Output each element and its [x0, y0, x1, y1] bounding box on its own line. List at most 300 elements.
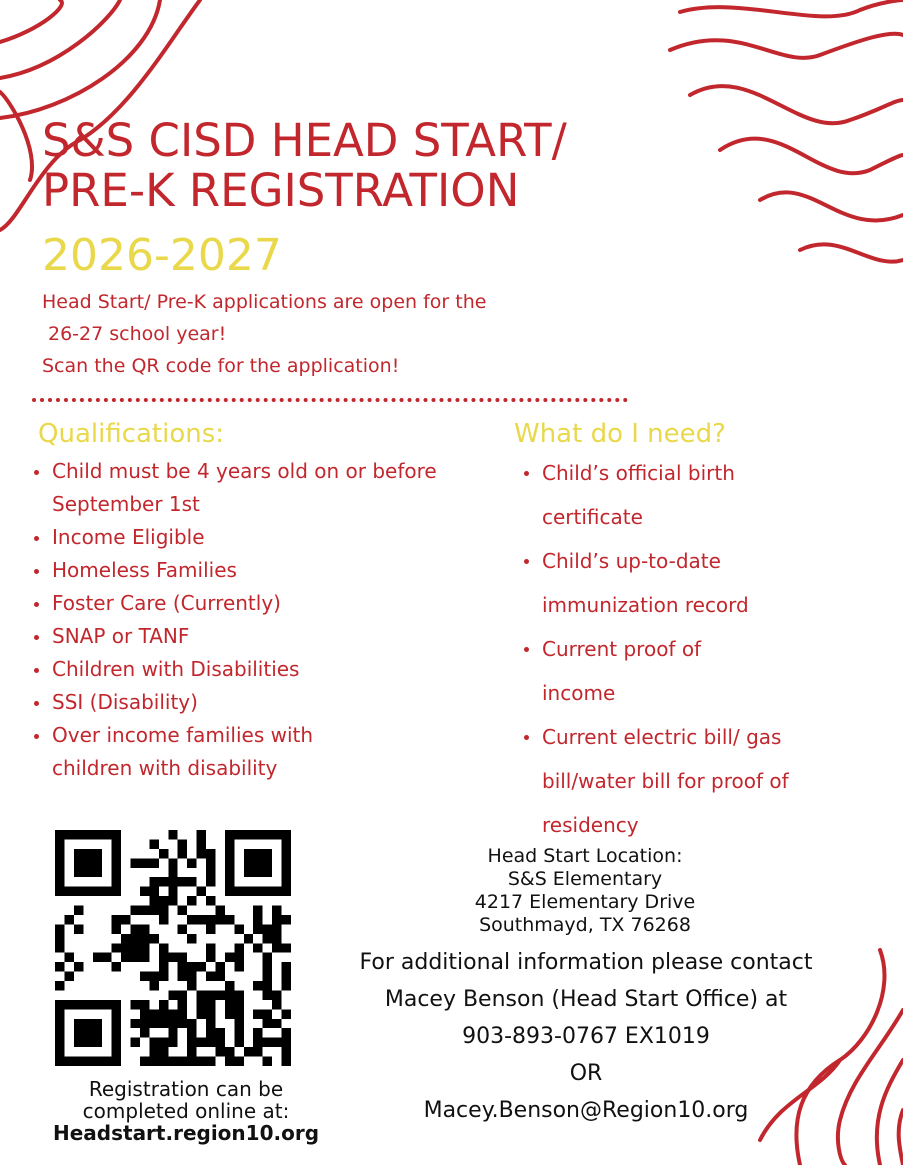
qr-module	[159, 953, 168, 962]
qr-module	[282, 915, 291, 924]
qr-module	[225, 839, 234, 848]
qr-module	[244, 849, 253, 858]
qr-module	[140, 934, 149, 943]
qr-module	[83, 1000, 92, 1009]
qr-module	[168, 896, 177, 905]
qr-module	[149, 1047, 158, 1056]
qr-module	[225, 953, 234, 962]
location-name: S&S Elementary	[507, 868, 663, 890]
qr-module	[178, 877, 187, 886]
qr-module	[64, 887, 73, 896]
location-block	[430, 845, 740, 937]
qr-module	[282, 972, 291, 981]
qr-module	[168, 1028, 177, 1037]
qr-module	[263, 972, 272, 981]
qr-module	[64, 830, 73, 839]
qr-module	[187, 877, 196, 886]
qr-module	[263, 849, 272, 858]
qr-module	[74, 868, 83, 877]
qr-module	[74, 1019, 83, 1028]
qr-module	[131, 934, 140, 943]
qr-module	[215, 962, 224, 971]
qr-module	[112, 1000, 121, 1009]
qr-module	[149, 1038, 158, 1047]
qr-module	[131, 1038, 140, 1047]
intro-line-3: Scan the QR code for the application!	[42, 355, 400, 377]
qr-module	[159, 943, 168, 952]
qr-module	[253, 943, 262, 952]
qr-module	[74, 906, 83, 915]
qr-module	[83, 868, 92, 877]
needs-heading: What do I need?	[514, 419, 726, 449]
qr-module	[244, 1047, 253, 1056]
qr-module	[55, 1038, 64, 1047]
qr-module	[282, 830, 291, 839]
qr-module	[272, 906, 281, 915]
qr-module	[263, 858, 272, 867]
qr-module	[263, 962, 272, 971]
qr-module	[253, 1009, 262, 1018]
qr-module	[74, 1028, 83, 1037]
qr-module	[112, 887, 121, 896]
qr-module	[187, 1047, 196, 1056]
qr-module	[178, 972, 187, 981]
title-line-2: PRE-K REGISTRATION	[42, 164, 520, 217]
qr-module	[253, 981, 262, 990]
qr-module	[234, 953, 243, 962]
qr-module	[225, 849, 234, 858]
qr-module	[234, 1038, 243, 1047]
qr-module	[74, 962, 83, 971]
qr-module	[74, 1057, 83, 1066]
intro-line-1: Head Start/ Pre-K applications are open for the	[42, 291, 487, 313]
qr-module	[140, 972, 149, 981]
qr-module	[140, 1057, 149, 1066]
school-year: 2026-2027	[42, 230, 282, 281]
list-item: Children with Disabilities	[30, 653, 500, 686]
qr-module	[102, 887, 111, 896]
qr-module	[225, 990, 234, 999]
qr-module	[206, 1057, 215, 1066]
qr-module	[282, 849, 291, 858]
qr-module	[55, 1047, 64, 1056]
qr-module	[149, 981, 158, 990]
qr-module	[93, 953, 102, 962]
qr-module	[215, 1047, 224, 1056]
intro-line-2: 26-27 school year!	[48, 323, 227, 345]
qr-module	[112, 830, 121, 839]
qr-module	[253, 1038, 262, 1047]
qr-module	[206, 943, 215, 952]
registration-url[interactable]: Headstart.region10.org	[52, 1121, 320, 1145]
qr-module	[93, 830, 102, 839]
contact-phone[interactable]: 903-893-0767 EX1019	[462, 1024, 710, 1049]
qr-module	[149, 858, 158, 867]
qr-module	[83, 830, 92, 839]
qr-module	[102, 830, 111, 839]
qr-module	[234, 1057, 243, 1066]
needs-list	[520, 451, 870, 847]
qr-module	[83, 887, 92, 896]
qr-module	[263, 953, 272, 962]
qr-module	[149, 896, 158, 905]
qr-module	[206, 953, 215, 962]
qr-module	[140, 1028, 149, 1037]
qr-module	[253, 924, 262, 933]
qr-module	[121, 953, 130, 962]
qr-module	[197, 849, 206, 858]
qr-module	[55, 1009, 64, 1018]
qr-module	[159, 972, 168, 981]
qr-module	[168, 1019, 177, 1028]
qr-module	[253, 906, 262, 915]
qr-module	[93, 1057, 102, 1066]
qr-module	[178, 839, 187, 848]
qr-module	[234, 943, 243, 952]
qr-module	[234, 830, 243, 839]
qr-module	[253, 887, 262, 896]
qr-module	[149, 972, 158, 981]
qr-module	[197, 1009, 206, 1018]
qr-module	[178, 924, 187, 933]
qr-module	[159, 877, 168, 886]
qr-module	[263, 1009, 272, 1018]
qr-module	[131, 1019, 140, 1028]
qr-module	[112, 1028, 121, 1037]
qr-module	[140, 953, 149, 962]
list-item: Income Eligible	[30, 521, 500, 554]
qr-module	[131, 924, 140, 933]
qr-module	[206, 972, 215, 981]
qr-module	[149, 1019, 158, 1028]
qr-module	[168, 877, 177, 886]
qr-module	[74, 924, 83, 933]
qr-module	[149, 887, 158, 896]
qr-module	[272, 924, 281, 933]
qr-module	[140, 858, 149, 867]
online-registration	[38, 1078, 334, 1144]
qr-module	[112, 877, 121, 886]
qr-module	[282, 1038, 291, 1047]
qr-module	[178, 1009, 187, 1018]
qr-module	[272, 830, 281, 839]
qr-module	[253, 849, 262, 858]
qr-module	[121, 943, 130, 952]
qualifications-list	[30, 455, 500, 785]
qr-module	[206, 924, 215, 933]
qr-module	[131, 906, 140, 915]
qr-module	[112, 1019, 121, 1028]
qr-module	[215, 1028, 224, 1037]
qr-module	[263, 990, 272, 999]
qr-module	[55, 830, 64, 839]
page-title	[42, 116, 567, 216]
qr-module	[178, 953, 187, 962]
list-item: Child’s official birth certificate	[520, 451, 772, 539]
list-item: Child must be 4 years old on or before September 1st	[30, 455, 500, 521]
qr-module	[178, 1057, 187, 1066]
qr-module	[225, 858, 234, 867]
qr-module	[234, 1028, 243, 1037]
qr-module	[253, 868, 262, 877]
qr-module	[244, 868, 253, 877]
qr-module	[215, 990, 224, 999]
qr-module	[282, 1028, 291, 1037]
qr-module	[282, 868, 291, 877]
qr-module	[225, 877, 234, 886]
qr-module	[263, 981, 272, 990]
qr-module	[253, 915, 262, 924]
qr-module	[55, 839, 64, 848]
qr-module	[93, 849, 102, 858]
qr-module	[93, 1000, 102, 1009]
qr-module	[206, 915, 215, 924]
qr-module	[112, 839, 121, 848]
qr-module	[74, 1038, 83, 1047]
qr-module	[112, 1009, 121, 1018]
qr-module	[263, 830, 272, 839]
qr-module	[168, 990, 177, 999]
qr-module	[112, 849, 121, 858]
qr-module	[187, 1019, 196, 1028]
qr-module	[253, 1028, 262, 1037]
qr-module	[74, 887, 83, 896]
contact-line-1: For additional information please contact	[359, 950, 813, 975]
qr-module	[159, 1057, 168, 1066]
qr-module	[159, 896, 168, 905]
qr-module	[140, 1009, 149, 1018]
qr-module	[225, 915, 234, 924]
list-item: Foster Care (Currently)	[30, 587, 500, 620]
qr-module	[225, 1009, 234, 1018]
location-label: Head Start Location:	[487, 845, 683, 867]
qr-module	[272, 943, 281, 952]
qr-module	[159, 1009, 168, 1018]
qr-module	[149, 1009, 158, 1018]
qr-module	[234, 990, 243, 999]
qr-module	[225, 868, 234, 877]
qr-module	[64, 972, 73, 981]
qr-module	[131, 858, 140, 867]
qr-module	[102, 953, 111, 962]
list-item: SNAP or TANF	[30, 620, 500, 653]
qr-module	[159, 1047, 168, 1056]
qr-module	[112, 962, 121, 971]
qr-module	[168, 1038, 177, 1047]
qr-module	[263, 1038, 272, 1047]
qr-module	[244, 858, 253, 867]
contact-email[interactable]: Macey.Benson@Region10.org	[423, 1098, 749, 1123]
qr-module	[234, 924, 243, 933]
qr-module	[55, 934, 64, 943]
qr-module	[121, 915, 130, 924]
qr-module	[159, 906, 168, 915]
qr-module	[282, 858, 291, 867]
qr-module	[149, 877, 158, 886]
qr-module	[83, 1038, 92, 1047]
qr-module	[64, 953, 73, 962]
qr-module	[74, 849, 83, 858]
qr-module	[178, 990, 187, 999]
list-item: Homeless Families	[30, 554, 500, 587]
qr-module	[131, 1000, 140, 1009]
qr-module	[55, 877, 64, 886]
qr-module	[55, 1028, 64, 1037]
qr-module	[149, 839, 158, 848]
qr-module	[187, 1057, 196, 1066]
qr-module	[282, 839, 291, 848]
qr-module	[282, 962, 291, 971]
qr-module	[215, 906, 224, 915]
qr-module	[168, 868, 177, 877]
qr-module	[121, 934, 130, 943]
qr-module	[74, 1000, 83, 1009]
qr-module	[197, 915, 206, 924]
qr-module	[225, 830, 234, 839]
qr-module	[206, 1000, 215, 1009]
qr-module	[206, 1009, 215, 1018]
qr-module	[282, 887, 291, 896]
qr-module	[55, 887, 64, 896]
qr-module	[263, 887, 272, 896]
qr-module	[225, 1057, 234, 1066]
qr-module	[149, 906, 158, 915]
qr-module	[234, 1000, 243, 1009]
qr-module	[112, 943, 121, 952]
qr-module	[263, 868, 272, 877]
qr-module	[206, 990, 215, 999]
qr-module	[197, 1057, 206, 1066]
qr-module	[55, 1019, 64, 1028]
qr-module	[234, 1019, 243, 1028]
qr-module	[64, 915, 73, 924]
qr-module	[197, 839, 206, 848]
qr-module	[112, 1057, 121, 1066]
qr-module	[263, 1057, 272, 1066]
qr-module	[168, 858, 177, 867]
qr-module	[197, 887, 206, 896]
qr-module	[83, 858, 92, 867]
qr-module	[263, 934, 272, 943]
qr-module	[187, 962, 196, 971]
qr-module	[74, 858, 83, 867]
qr-module	[282, 943, 291, 952]
qr-module	[187, 1038, 196, 1047]
qr-module	[187, 934, 196, 943]
qr-module	[263, 1019, 272, 1028]
qr-module	[168, 830, 177, 839]
qr-module	[55, 943, 64, 952]
qr-module	[168, 1057, 177, 1066]
qr-module	[206, 896, 215, 905]
qr-module	[55, 858, 64, 867]
qr-module	[206, 1028, 215, 1037]
contact-or: OR	[569, 1061, 603, 1086]
qr-module	[178, 906, 187, 915]
qr-module	[263, 924, 272, 933]
qr-module	[131, 943, 140, 952]
qr-module	[112, 915, 121, 924]
qr-module	[282, 877, 291, 886]
location-street: 4217 Elementary Drive	[474, 891, 696, 913]
list-item: Over income families with children with disability	[30, 719, 352, 785]
qr-module	[206, 877, 215, 886]
qr-module	[197, 1038, 206, 1047]
qr-module	[197, 962, 206, 971]
qr-module	[234, 962, 243, 971]
qr-module	[102, 1000, 111, 1009]
qr-module	[197, 1000, 206, 1009]
qr-module	[178, 1019, 187, 1028]
qr-module	[93, 887, 102, 896]
qr-module	[215, 915, 224, 924]
qr-module	[159, 915, 168, 924]
qr-module	[215, 1038, 224, 1047]
qr-module	[187, 981, 196, 990]
qr-module	[140, 1000, 149, 1009]
title-line-1: S&S CISD HEAD START/	[42, 114, 567, 167]
qr-code[interactable]	[55, 830, 291, 1066]
qr-module	[272, 1000, 281, 1009]
qr-module	[140, 943, 149, 952]
qr-module	[102, 1057, 111, 1066]
qr-module	[168, 887, 177, 896]
list-item: Current proof of income	[520, 627, 762, 715]
qr-module	[83, 849, 92, 858]
qr-module	[140, 1019, 149, 1028]
qr-module	[93, 1028, 102, 1037]
qr-module	[244, 934, 253, 943]
qr-module	[149, 1057, 158, 1066]
qr-module	[187, 858, 196, 867]
qr-module	[55, 981, 64, 990]
qr-module	[225, 981, 234, 990]
qr-module	[112, 1047, 121, 1056]
qr-module	[282, 1047, 291, 1056]
qr-module	[272, 990, 281, 999]
qr-module	[64, 1057, 73, 1066]
qr-module	[206, 849, 215, 858]
qr-module	[159, 962, 168, 971]
list-item: Child’s up-to-date immunization record	[520, 539, 792, 627]
qr-module	[131, 953, 140, 962]
qr-module	[206, 868, 215, 877]
qr-module	[253, 1047, 262, 1056]
location-city: Southmayd, TX 76268	[479, 914, 691, 936]
qr-module	[55, 1000, 64, 1009]
qr-module	[187, 915, 196, 924]
qr-module	[272, 1038, 281, 1047]
qr-module	[140, 924, 149, 933]
qr-module	[159, 1000, 168, 1009]
qr-module	[225, 1047, 234, 1056]
qr-module	[178, 962, 187, 971]
qr-module	[55, 868, 64, 877]
qr-module	[168, 1009, 177, 1018]
qr-module	[225, 1000, 234, 1009]
qr-module	[74, 830, 83, 839]
qr-module	[83, 1028, 92, 1037]
qr-module	[93, 868, 102, 877]
qr-module	[234, 1009, 243, 1018]
qr-module	[140, 887, 149, 896]
qr-module	[112, 1038, 121, 1047]
qr-module	[253, 858, 262, 867]
qr-module	[282, 1009, 291, 1018]
qr-module	[159, 1019, 168, 1028]
qr-module	[149, 934, 158, 943]
online-line-2: completed online at:	[82, 1099, 290, 1123]
